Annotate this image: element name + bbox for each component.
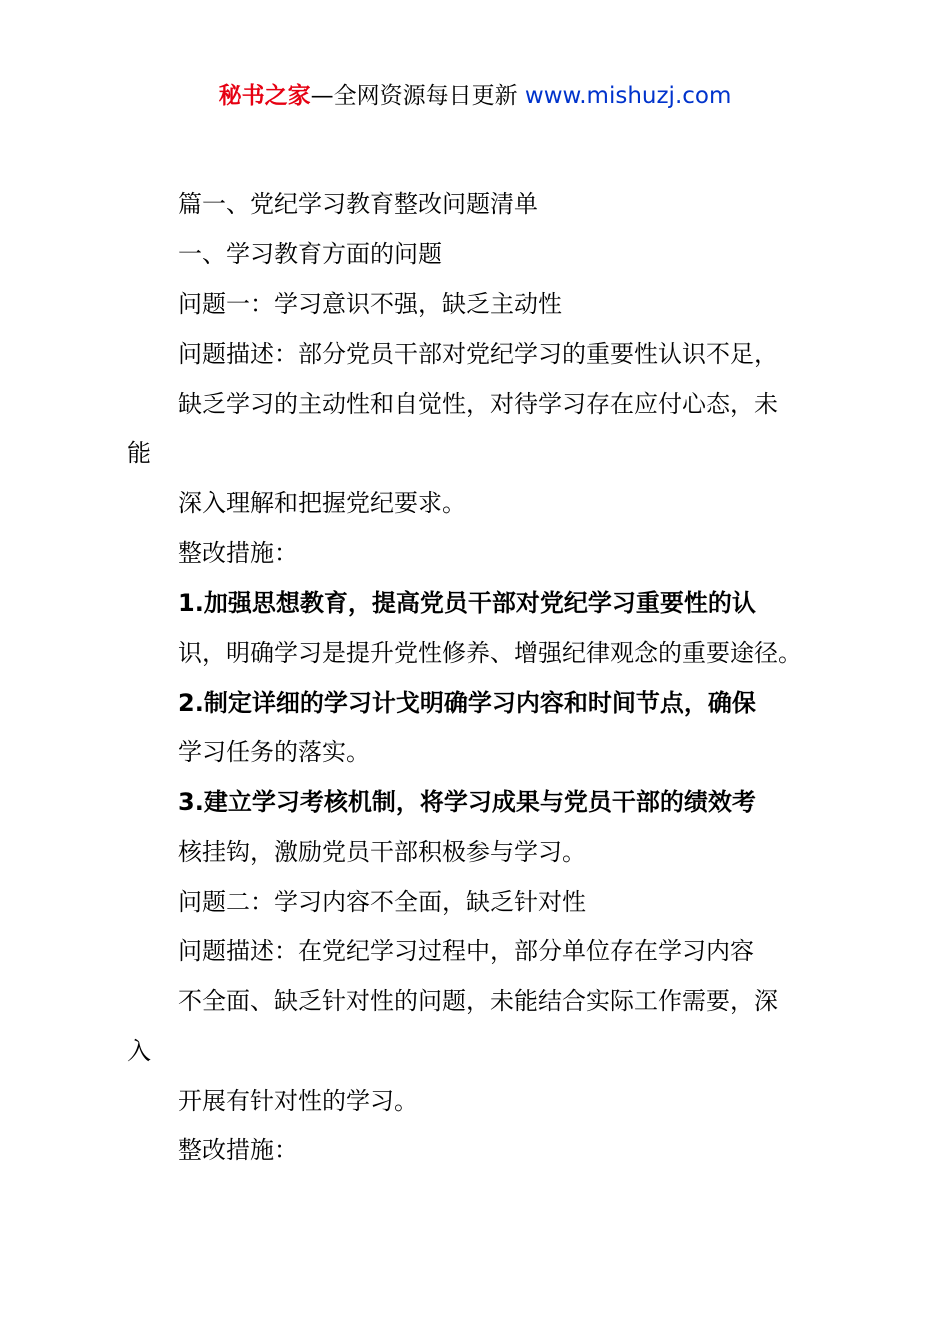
measures-heading: 整改措施： bbox=[178, 539, 298, 567]
section-heading: 一、学习教育方面的问题 bbox=[178, 240, 442, 268]
brand-name: 秘书之家 bbox=[218, 83, 311, 109]
site-header bbox=[0, 80, 950, 112]
problem-description: 缺乏学习的主动性和自觉性，对待学习存在应付心态，未 bbox=[178, 390, 778, 418]
problem-description: 问题描述：部分党员干部对党纪学习的重要性认识不足， bbox=[178, 340, 778, 368]
problem-description: 问题描述：在党纪学习过程中，部分单位存在学习内容 bbox=[178, 937, 754, 965]
problem-description: 能 bbox=[127, 439, 151, 467]
chapter-title: 篇一、党纪学习教育整改问题清单 bbox=[178, 190, 538, 218]
site-url[interactable]: www.mishuzj.com bbox=[524, 83, 732, 109]
measures-heading: 整改措施： bbox=[178, 1136, 298, 1164]
problem-description: 深入理解和把握党纪要求。 bbox=[178, 489, 466, 517]
header-tagline: —全网资源每日更新 bbox=[310, 83, 518, 109]
measure-item-title: 1.加强思想教育，提高党员干部对党纪学习重要性的认 bbox=[178, 589, 756, 617]
problem-description: 入 bbox=[127, 1037, 151, 1065]
measure-item-body: 核挂钩，激励党员干部积极参与学习。 bbox=[178, 838, 586, 866]
problem-title: 问题二：学习内容不全面，缺乏针对性 bbox=[178, 888, 586, 916]
problem-description: 不全面、缺乏针对性的问题，未能结合实际工作需要，深 bbox=[178, 987, 778, 1015]
problem-description: 开展有针对性的学习。 bbox=[178, 1087, 418, 1115]
problem-title: 问题一：学习意识不强，缺乏主动性 bbox=[178, 290, 562, 318]
measure-item-title: 3.建立学习考核机制，将学习成果与党员干部的绩效考 bbox=[178, 788, 756, 816]
measure-item-title: 2.制定详细的学习计戈明确学习内容和时间节点，确保 bbox=[178, 689, 756, 717]
measure-item-body: 学习任务的落实。 bbox=[178, 738, 370, 766]
measure-item-body: 识，明确学习是提升党性修养、增强纪律观念的重要途径。 bbox=[178, 639, 802, 667]
